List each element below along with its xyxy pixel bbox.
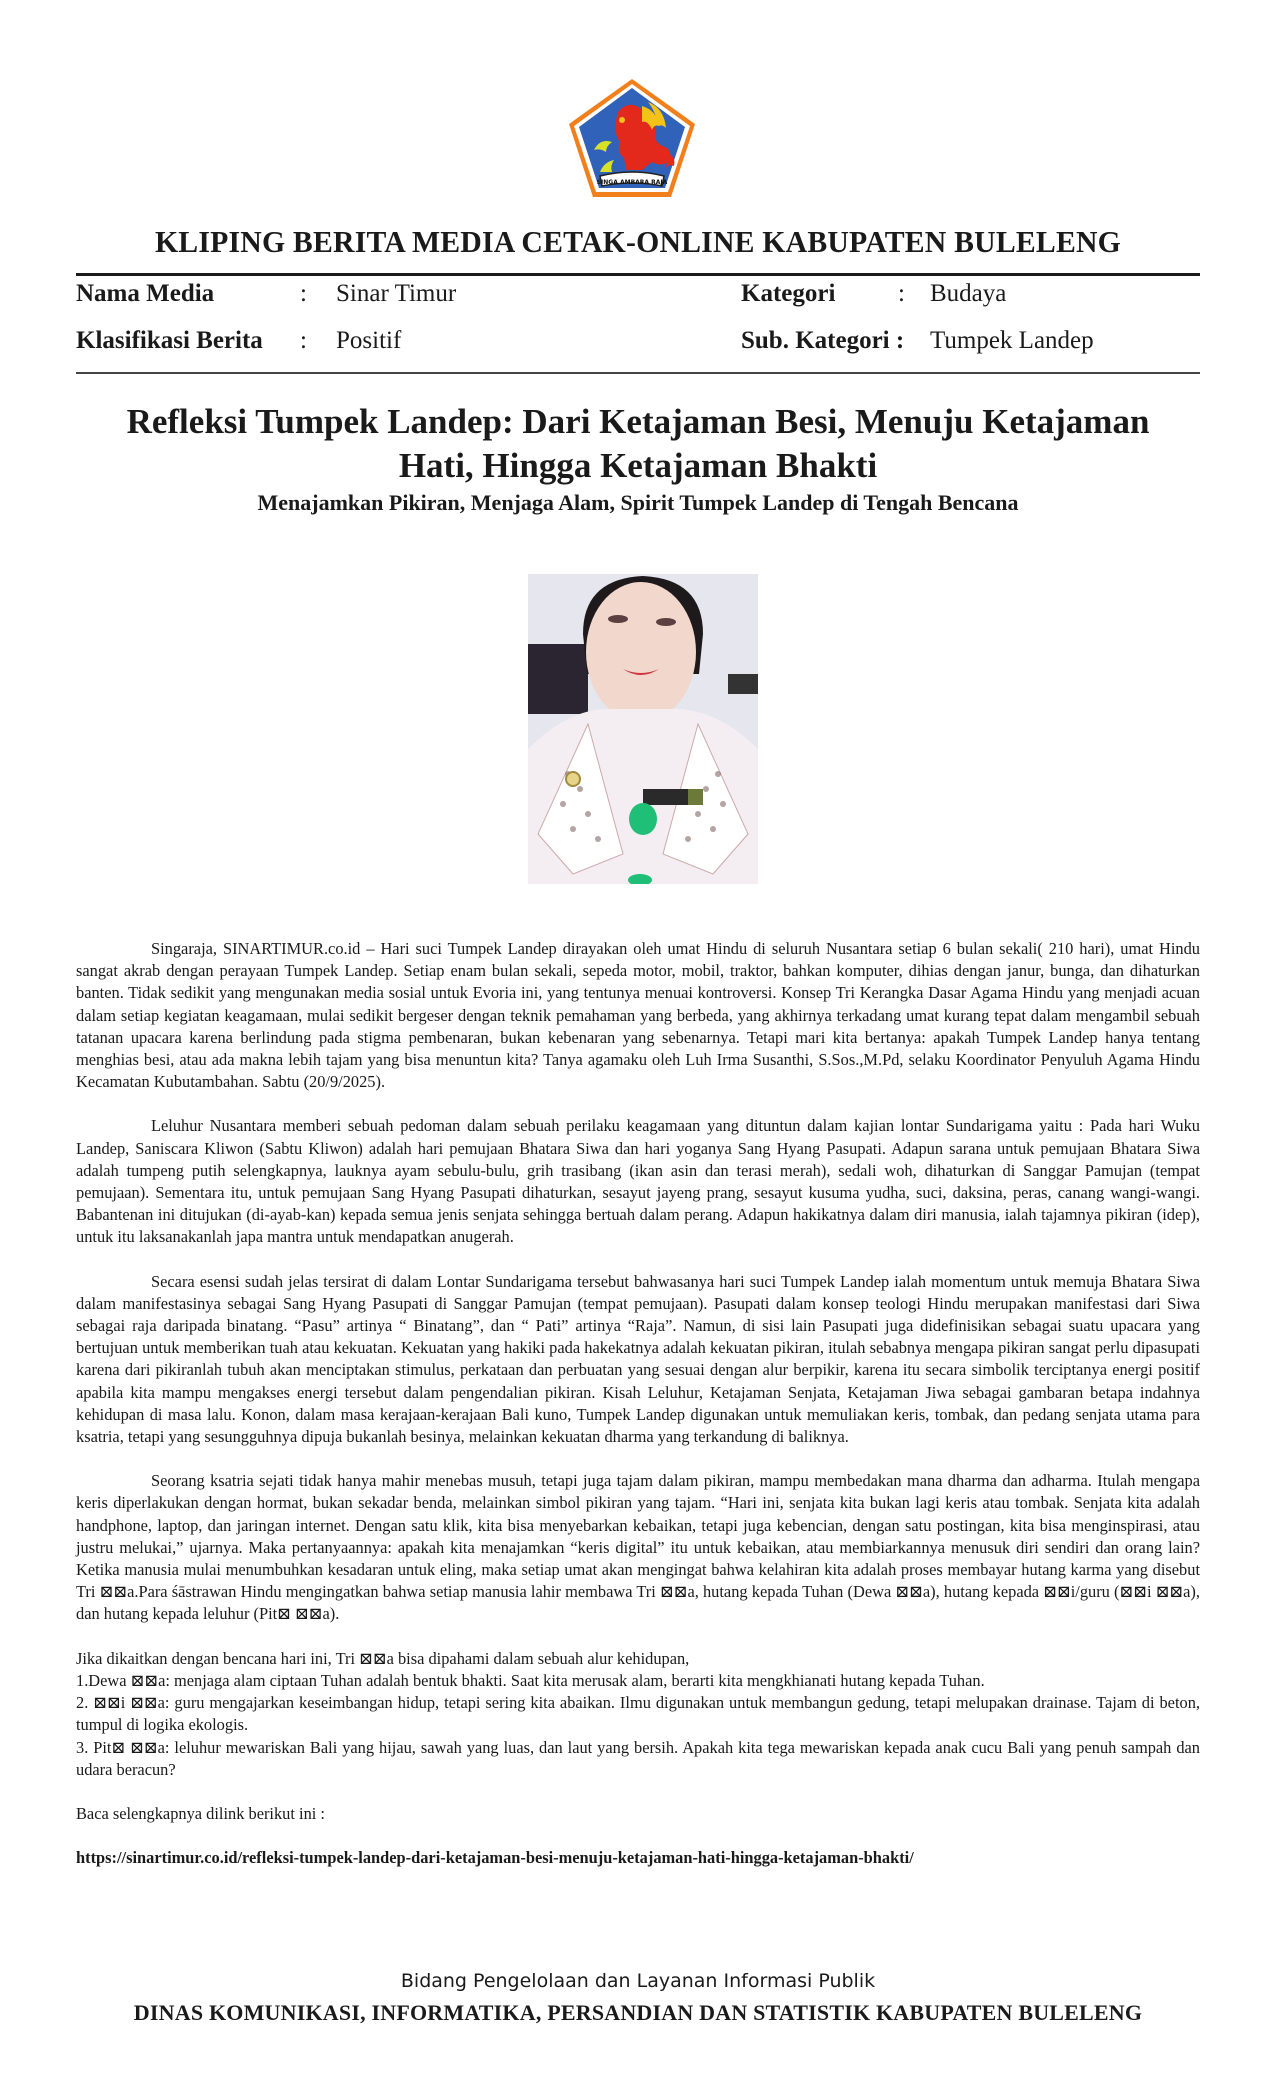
spacer	[76, 1781, 1200, 1803]
sub-category-value: Tumpek Landep	[930, 327, 1094, 354]
article-paragraph: Seorang ksatria sejati tidak hanya mahir menebas musuh, tetapi juga tajam dalam pikiran, mampu membedakan mana dharma dan adharma. Itulah mengapa keris diperlakukan dengan hormat, bukan sekadar benda, melainkan simbol pikiran yang tajam. “Hari ini, senjata kita bukan lagi keris atau tombak. Senjata kita adalah handphone, laptop, dan jaringan internet. Dengan satu klik, kita bisa menyebarkan kebaikan, tetapi juga kebencian, dengan satu postingan, kita bisa menginspirasi, atau justru melukai,” ujarnya. Maka pertanyaannya: apakah kita menajamkan “keris digital” itu untuk kebaikan, atau membiarkannya menusuk diri sendiri dan orang lain? Ketika manusia mulai menumbuhkan kesadaran untuk eling, maka setiap umat akan mengingat bahwa kelahiran kita adalah proses membayar hutang karma yang disebut Tri ⊠⊠a.Para śāstrawan Hindu mengingatkan bahwa setiap manusia lahir membawa Tri ⊠⊠a, hutang kepada Tuhan (Dewa ⊠⊠a), hutang kepada ⊠⊠i/guru (⊠⊠i ⊠⊠a), dan hutang kepada leluhur (Pit⊠ ⊠⊠a).	[76, 1471, 1200, 1624]
read-more-text: Baca selengkapnya dilink berikut ini :	[76, 1803, 325, 1823]
article-subheadline: Menajamkan Pikiran, Menjaga Alam, Spirit Tumpek Landep di Tengah Bencana	[257, 490, 1019, 515]
article-headline: Refleksi Tumpek Landep: Dari Ketajaman Besi, Menuju Ketajaman Hati, Hingga Ketajaman Bhakti	[126, 402, 1150, 485]
colon: :	[300, 280, 307, 307]
list-intro: Jika dikaitkan dengan bencana hari ini, Tri ⊠⊠a bisa dipahami dalam sebuah alur kehidupan,	[76, 1648, 690, 1668]
category-value: Budaya	[930, 280, 1007, 307]
article-body	[76, 938, 1200, 1869]
footer-agency: DINAS KOMUNIKASI, INFORMATIKA, PERSANDIAN DAN STATISTIK KABUPATEN BULELENG	[133, 2000, 1143, 2025]
article-paragraph: Secara esensi sudah jelas tersirat di dalam Lontar Sundarigama tersebut bahwasanya hari suci Tumpek Landep ialah momentum untuk memuja Bhatara Siwa dalam manifestasinya sebagai Sang Hyang Pasupati di Sanggar Pamujan (tempat pemujaan). Pasupati dalam konsep teologi Hindu merupakan manifestasi dari Siwa sebagai raja daripada binatang. “Pasu” artinya “ Binatang”, dan “ Pati” artinya “Raja”. Namun, di sisi lain Pasupati juga didefinisikan sebagai suatu upacara yang bertujuan untuk memberikan tuah atau kekuatan. Kekuatan yang hakiki pada hakekatnya adalah kekuatan pikiran, itulah sebabnya mengapa pikiran sangat perlu dipasupati karena dari pikiranlah tubuh akan menciptakan stimulus, perkataan dan perbuatan yang sesuai dengan alur berpikir, karena itu secara simbolik terciptanya energi positif apabila kita mampu mengakses energi tersebut dalam pengendalian pikiran. Kisah Leluhur, Ketajaman Senjata, Ketajaman Jiwa sebagai gambaran betapa indahnya kehidupan di masa lalu. Konon, dalam masa kerajaan-kerajaan Bali kuno, Tumpek Landep digunakan untuk memuliakan keris, tombak, dan pedang senjata utama para ksatria, tetapi yang sesungguhnya dipuja bukanlah besinya, melainkan kekuatan dharma yang terkandung di baliknya.	[76, 1271, 1200, 1447]
meta-row-classification	[76, 327, 1200, 361]
header-divider-bottom	[76, 372, 1200, 374]
buleleng-emblem-icon	[566, 76, 698, 200]
portrait-photo-icon	[528, 574, 758, 884]
sub-category-label: Sub. Kategori :	[741, 327, 905, 354]
footer-department: Bidang Pengelolaan dan Layanan Informasi Publik	[400, 1970, 876, 1992]
article-source-link[interactable]: https://sinartimur.co.id/refleksi-tumpek-landep-dari-ketajaman-besi-menuju-ketajaman-hati-hingga-ketajaman-bhakti/	[76, 1848, 914, 1868]
colon: :	[898, 280, 905, 307]
article-paragraph: Leluhur Nusantara memberi sebuah pedoman dalam sebuah perilaku keagamaan yang dituntun dalam kajian lontar Sundarigama yaitu : Pada hari Wuku Landep, Saniscara Kliwon (Sabtu Kliwon) adalah hari pemujaan Bhatara Siwa dan hari yoganya Sang Hyang Pasupati. Adapun sarana untuk pemujaan Bhatara Siwa adalah tumpeng putih selengkapnya, lauknya ayam sebulu-bulu, grih trasibang (ikan asin dan terasi merah), sedali woh, dihaturkan di Sanggar Pamujan (tempat pemujaan). Sementara itu, untuk pemujaan Sang Hyang Pasupati dihaturkan, sesayut jayeng prang, sesayut kusuma yudha, suci, daksina, peras, canang wangi-wangi. Babantenan ini ditujukan (di-ayab-kan) kepada semua jenis senjata sehingga bertuah dalam perang. Adapun hakikatnya dalam diri manusia, ialah tajamnya pikiran (idep), untuk itu laksanakanlah japa mantra untuk mendapatkan anugerah.	[76, 1116, 1200, 1247]
meta-row-media	[76, 280, 1200, 314]
article-photo	[528, 574, 758, 884]
clipping-title: KLIPING BERITA MEDIA CETAK-ONLINE KABUPATEN BULELENG	[154, 224, 1122, 259]
emblem-motto: SINGA AMBARA RAJA	[596, 179, 668, 186]
colon: :	[300, 327, 307, 354]
list-item: 3. Pit⊠ ⊠⊠a: leluhur mewariskan Bali yang hijau, sawah yang luas, dan laut yang bersih. Apakah kita tega mewariskan kepada anak cucu Bali yang penuh sampah dan udara beracun?	[76, 1737, 1200, 1779]
media-name-value: Sinar Timur	[336, 280, 457, 307]
header-divider-top	[76, 273, 1200, 276]
list-item: 2. ⊠⊠i ⊠⊠a: guru mengajarkan keseimbangan hidup, tetapi sering kita abaikan. Ilmu digunakan untuk membangun gedung, tetapi melupakan drainase. Tajam di beton, tumpul di logika ekologis.	[76, 1693, 1200, 1735]
article-paragraph: Singaraja, SINARTIMUR.co.id – Hari suci Tumpek Landep dirayakan oleh umat Hindu di seluruh Nusantara setiap 6 bulan sekali( 210 hari), umat Hindu sangat akrab dengan perayaan Tumpek Landep. Setiap enam bulan sekali, sepeda motor, mobil, traktor, bahkan komputer, dihias dengan janur, bunga, dan dihaturkan banten. Tidak sedikit yang mengunakan media sosial untuk Evoria ini, yang tentunya menuai kontroversi. Konsep Tri Kerangka Dasar Agama Hindu yang menjadi acuan dalam setiap kegiatan keagamaan, mulai sedikit bergeser dengan teknik pemahaman yang berbeda, yang akhirnya terkadang umat kurang tepat dalam mengambil sebuah tatanan upacara karena berlindung pada stigma pembenaran, bukan kebenaran yang sebenarnya. Tetapi mari kita bertanya: apakah Tumpek Landep hanya tentang menghias besi, atau ada makna lebih tajam yang bisa menuntun kita? Tanya agamaku oleh Luh Irma Susanthi, S.Sos.,M.Pd, selaku Koordinator Penyuluh Agama Hindu Kecamatan Kubutambahan. Sabtu (20/9/2025).	[76, 939, 1200, 1092]
list-item: 1.Dewa ⊠⊠a: menjaga alam ciptaan Tuhan adalah bentuk bhakti. Saat kita merusak alam, berarti kita mengkhianati hutang kepada Tuhan.	[76, 1670, 985, 1690]
category-label: Kategori	[741, 280, 836, 307]
media-name-label: Nama Media	[76, 280, 215, 307]
classification-label: Klasifikasi Berita	[76, 327, 263, 354]
classification-value: Positif	[336, 327, 402, 354]
